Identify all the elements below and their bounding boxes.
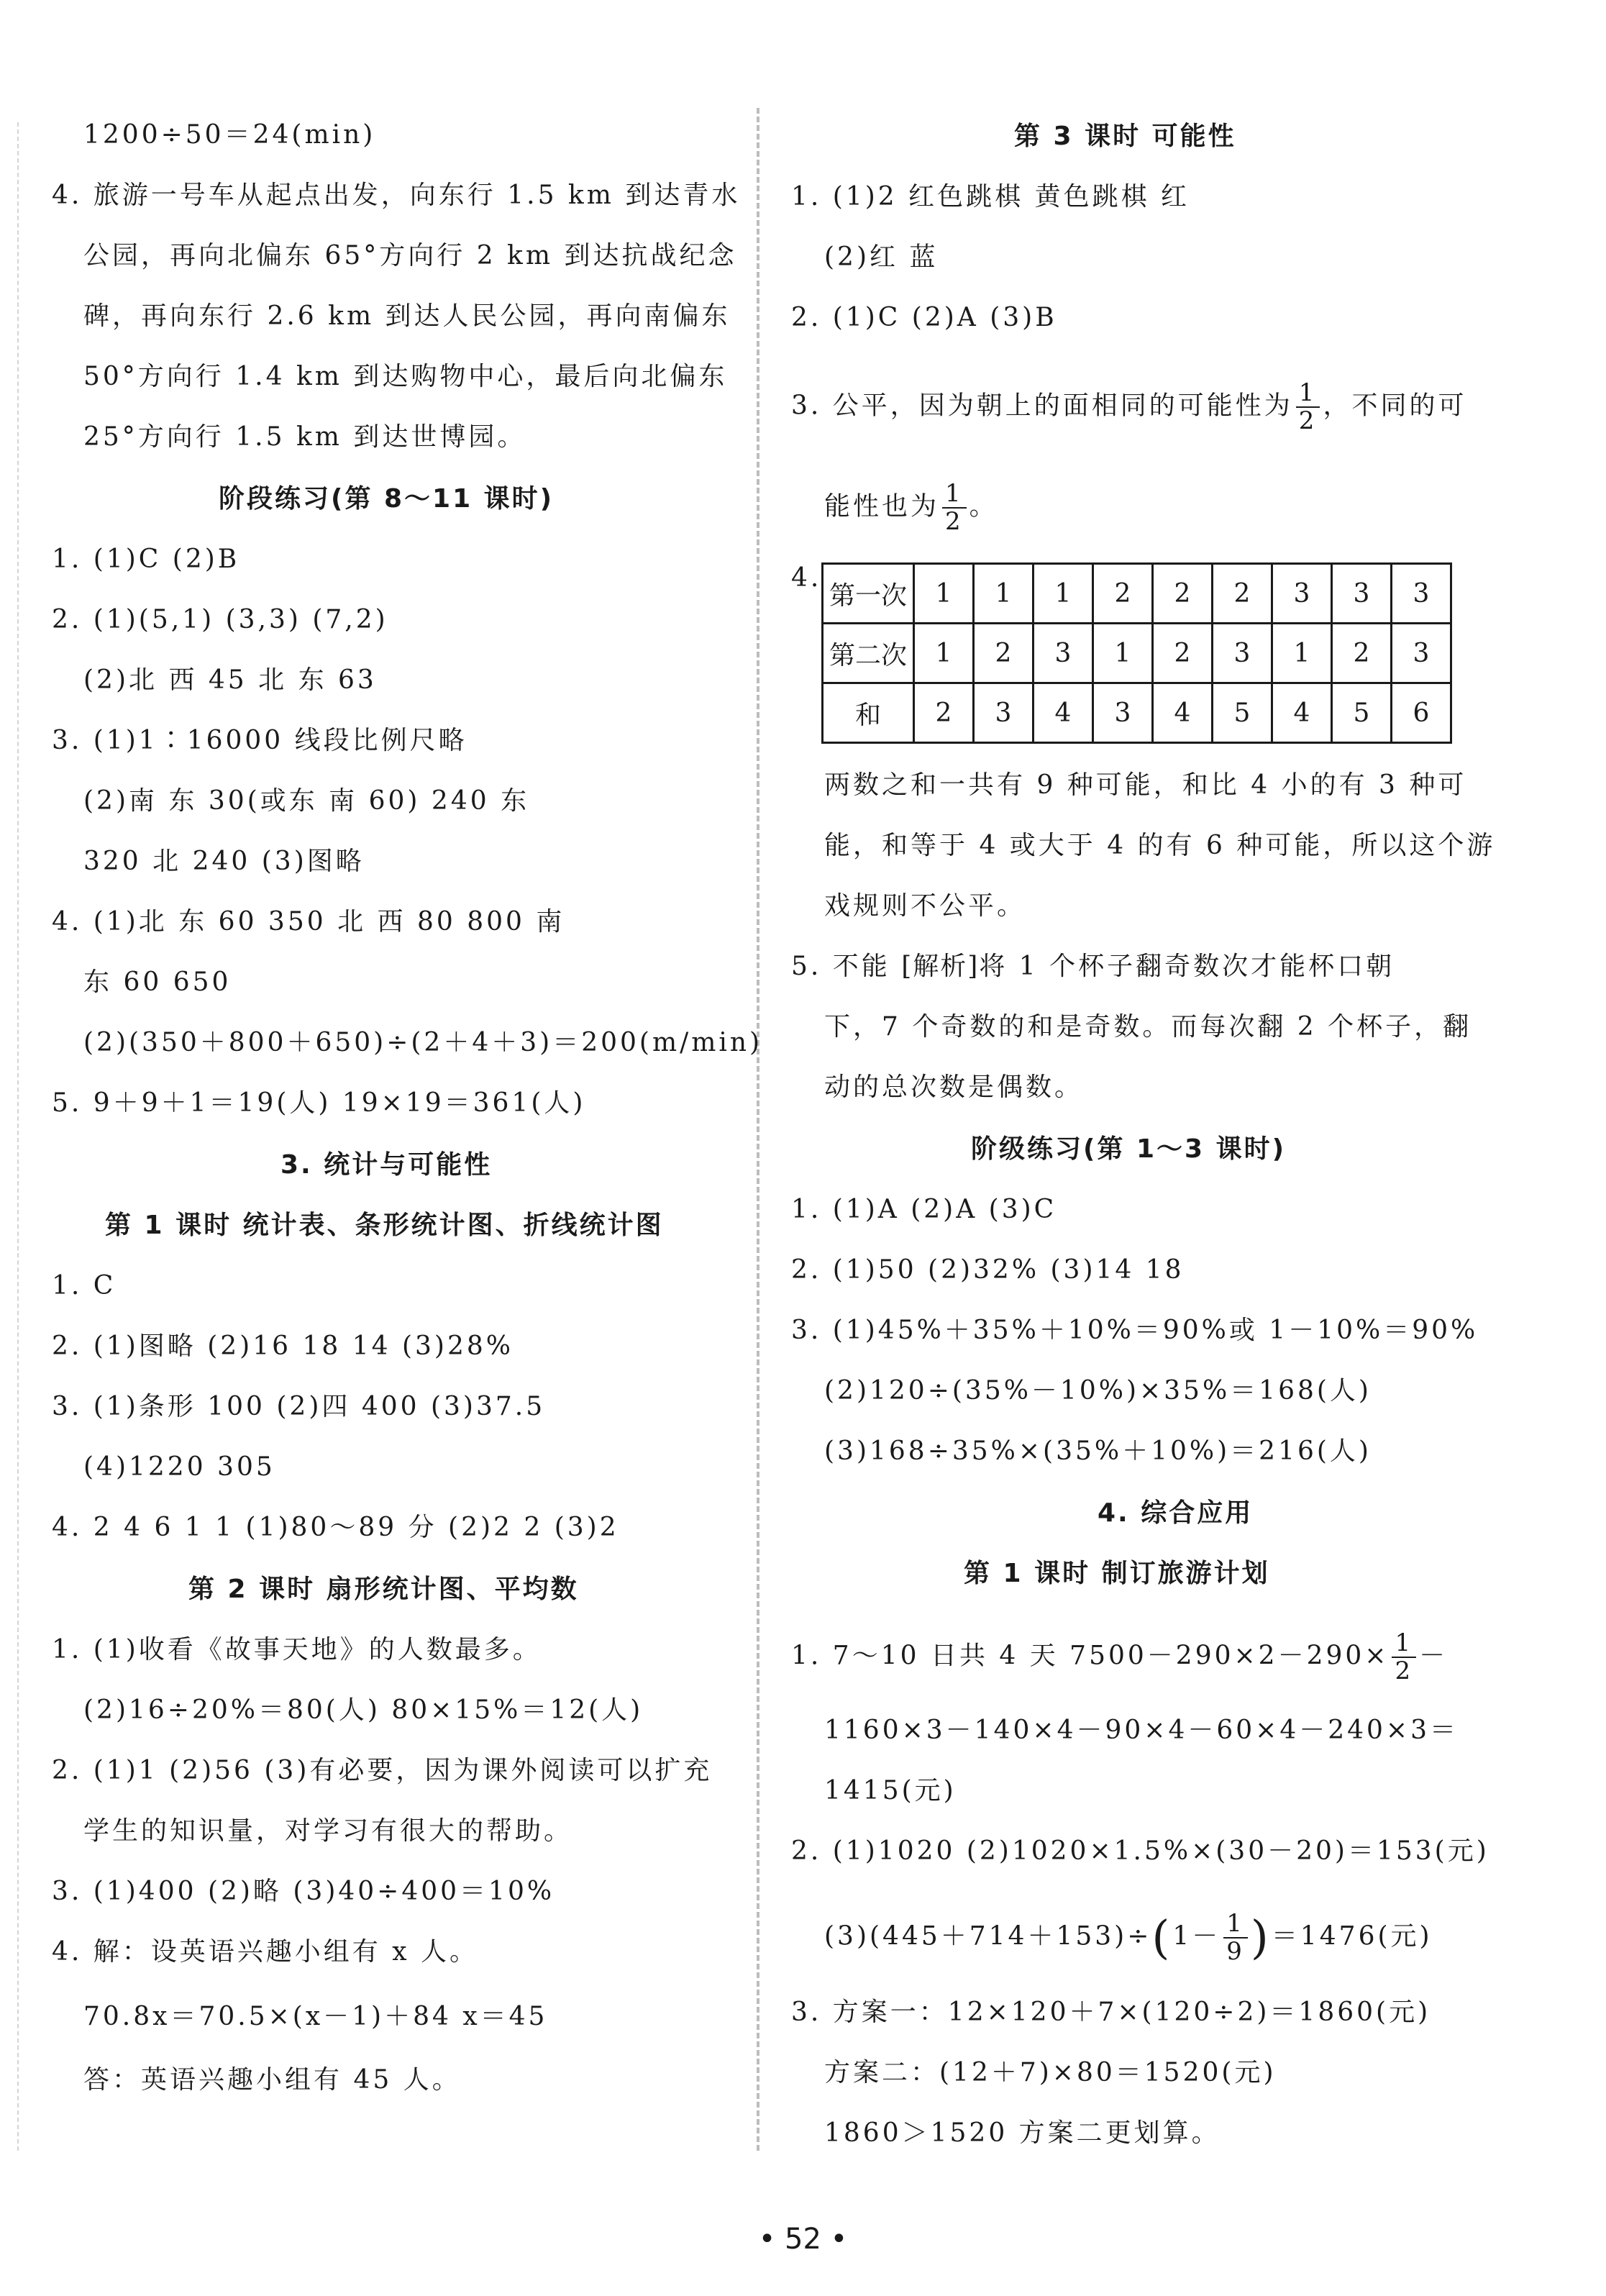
stage-answer-1: 1. (1)C (2)B <box>52 545 240 574</box>
page-number: • 52 • <box>758 2223 848 2256</box>
table-cell: 3 <box>1332 564 1392 624</box>
stage-answer-3a: 3. (1)1∶16000 线段比例尺略 <box>52 726 467 755</box>
lesson3-title: 第 3 课时 可能性 <box>1014 122 1236 151</box>
table-cell: 1 <box>914 624 974 683</box>
lesson4-answer-2b: (3)(445＋714＋153)÷(1－ $\frac{1}{9}$ )＝1476(元) <box>824 1909 1433 1967</box>
table-cell: 2 <box>1093 564 1153 624</box>
stage-answer-3c: 320 北 240 (3)图略 <box>83 847 365 876</box>
fraction-one-half: $\frac{1}{2}$ <box>1296 380 1320 435</box>
stage-answer-3b: (2)南 东 30(或东 南 60) 240 东 <box>83 786 530 816</box>
stage-answer-2a: 2. (1)(5,1) (3,3) (7,2) <box>52 605 388 634</box>
table-cell: 1 <box>1093 624 1153 683</box>
table-row <box>823 564 1451 624</box>
lesson1-answer-3b: (4)1220 305 <box>83 1452 275 1482</box>
stage-answer-4a: 4. (1)北 东 60 350 北 西 80 800 南 <box>52 907 565 937</box>
lesson2-answer-4c: 答：英语兴趣小组有 45 人。 <box>83 2065 461 2095</box>
stage-answer-4b: 东 60 650 <box>83 967 232 997</box>
lesson1-answer-1: 1. C <box>52 1271 117 1300</box>
table-cell: 4 <box>1272 683 1332 743</box>
fraction-one-ninth: $\frac{1}{9}$ <box>1223 1910 1248 1966</box>
table-cell: 2 <box>1153 564 1213 624</box>
row-header: 和 <box>823 683 914 743</box>
table-row <box>823 624 1451 683</box>
q4-line-4: 50°方向行 1.4 km 到达购物中心，最后向北偏东 <box>83 362 728 391</box>
table-cell: 1 <box>1272 624 1332 683</box>
lesson3-answer-5a: 5. 不能 [解析]将 1 个杯子翻奇数次才能杯口朝 <box>791 952 1395 981</box>
lesson4-answer-3b: 方案二：(12＋7)×80＝1520(元) <box>824 2058 1277 2087</box>
table-cell: 5 <box>1332 683 1392 743</box>
table-cell: 3 <box>1034 624 1093 683</box>
fraction-one-half-2: $\frac{1}{2}$ <box>942 480 967 536</box>
left-line-1: 1200÷50＝24(min) <box>83 120 376 150</box>
lesson2-answer-2b: 学生的知识量，对学习有很大的帮助。 <box>83 1816 573 1846</box>
table-row <box>823 683 1451 743</box>
lesson2-answer-4a: 4. 解：设英语兴趣小组有 x 人。 <box>52 1937 478 1967</box>
stage-practice-title: 阶段练习(第 8～11 课时) <box>219 484 555 514</box>
lesson2-answer-1b: (2)16÷20%＝80(人) 80×15%＝12(人) <box>83 1695 644 1725</box>
q4-line-5: 25°方向行 1.5 km 到达世博园。 <box>83 422 526 452</box>
lesson3-answer-4a: 两数之和一共有 9 种可能，和比 4 小的有 3 种可 <box>824 770 1467 800</box>
unit4-title: 4. 综合应用 <box>1098 1498 1254 1528</box>
lesson3-answer-1b: (2)红 蓝 <box>824 242 939 272</box>
lesson3-answer-5c: 动的总次数是偶数。 <box>824 1072 1084 1102</box>
lesson3-answer-5b: 下，7 个奇数的和是奇数。而每次翻 2 个杯子，翻 <box>824 1012 1472 1042</box>
table-cell: 1 <box>974 564 1034 624</box>
lesson3-answer-4b: 能，和等于 4 或大于 4 的有 6 种可能，所以这个游 <box>824 831 1496 860</box>
table-cell: 3 <box>1272 564 1332 624</box>
stage2-answer-3c: (3)168÷35%×(35%＋10%)＝216(人) <box>824 1436 1372 1466</box>
table-cell: 4 <box>1034 683 1093 743</box>
lesson2-answer-1a: 1. (1)收看《故事天地》的人数最多。 <box>52 1635 542 1664</box>
lesson3-answer-3a: 3. 公平，因为朝上的面相同的可能性为 $\frac{1}{2}$ ，不同的可 <box>791 378 1467 436</box>
table-cell: 3 <box>974 683 1034 743</box>
dice-sum-table <box>821 562 1452 744</box>
stage2-answer-3b: (2)120÷(35%－10%)×35%＝168(人) <box>824 1376 1372 1406</box>
lesson4-answer-3c: 1860＞1520 方案二更划算。 <box>824 2118 1221 2148</box>
row-header: 第一次 <box>823 564 914 624</box>
table-cell: 6 <box>1392 683 1451 743</box>
lesson1-answer-3a: 3. (1)条形 100 (2)四 400 (3)37.5 <box>52 1392 546 1421</box>
stage-answer-2b: (2)北 西 45 北 东 63 <box>83 665 377 695</box>
fraction-one-half-3: $\frac{1}{2}$ <box>1392 1630 1416 1685</box>
stage2-answer-1: 1. (1)A (2)A (3)C <box>791 1195 1057 1224</box>
q4-line-2: 公园，再向北偏东 65°方向行 2 km 到达抗战纪念 <box>83 241 737 270</box>
column-divider <box>757 108 759 2151</box>
table-cell: 1 <box>1034 564 1093 624</box>
lesson4-answer-3a: 3. 方案一：12×120＋7×(120÷2)＝1860(元) <box>791 1997 1431 2027</box>
q4-line-1: 4. 旅游一号车从起点出发，向东行 1.5 km 到达青水 <box>52 181 741 210</box>
lesson2-answer-4b: 70.8x＝70.5×(x－1)＋84 x＝45 <box>83 2002 548 2031</box>
table-cell: 1 <box>914 564 974 624</box>
lesson4-answer-1a: 1. 7～10 日共 4 天 7500－290×2－290× $\frac{1}{2}$ － <box>791 1628 1448 1686</box>
table-cell: 3 <box>1392 564 1451 624</box>
lesson3-answer-2: 2. (1)C (2)A (3)B <box>791 303 1057 332</box>
lesson3-answer-1a: 1. (1)2 红色跳棋 黄色跳棋 红 <box>791 182 1190 211</box>
lesson4-title: 第 1 课时 制订旅游计划 <box>964 1559 1270 1588</box>
table-cell: 2 <box>1153 624 1213 683</box>
stage2-answer-2: 2. (1)50 (2)32% (3)14 18 <box>791 1255 1185 1285</box>
left-margin-rule <box>17 122 19 2151</box>
lesson1-answer-2: 2. (1)图略 (2)16 18 14 (3)28% <box>52 1331 514 1361</box>
stage2-answer-3a: 3. (1)45%＋35%＋10%＝90%或 1－10%＝90% <box>791 1316 1479 1345</box>
lesson1-title: 第 1 课时 统计表、条形统计图、折线统计图 <box>105 1211 664 1240</box>
lesson4-answer-1b: 1160×3－140×4－90×4－60×4－240×3＝ <box>824 1716 1459 1745</box>
table-cell: 3 <box>1392 624 1451 683</box>
row-header: 第二次 <box>823 624 914 683</box>
q4-line-3: 碑，再向东行 2.6 km 到达人民公园，再向南偏东 <box>83 301 731 331</box>
stage-answer-4c: (2)(350＋800＋650)÷(2＋4＋3)＝200(m/min) <box>83 1028 763 1057</box>
lesson2-title: 第 2 课时 扇形统计图、平均数 <box>188 1575 579 1604</box>
analysis-tag: [解析] <box>901 952 980 981</box>
lesson3-answer-4-label: 4. <box>791 563 822 593</box>
lesson3-answer-3b: 能性也为 $\frac{1}{2}$ 。 <box>824 479 998 537</box>
stage-answer-5: 5. 9＋9＋1＝19(人) 19×19＝361(人) <box>52 1088 586 1118</box>
lesson4-answer-2a: 2. (1)1020 (2)1020×1.5%×(30－20)＝153(元) <box>791 1836 1489 1866</box>
lesson4-answer-1c: 1415(元) <box>824 1776 957 1805</box>
table-cell: 5 <box>1213 683 1272 743</box>
table-cell: 2 <box>1332 624 1392 683</box>
unit3-title: 3. 统计与可能性 <box>280 1150 493 1180</box>
table-cell: 4 <box>1153 683 1213 743</box>
table-cell: 3 <box>1093 683 1153 743</box>
lesson1-answer-4: 4. 2 4 6 1 1 (1)80～89 分 (2)2 2 (3)2 <box>52 1513 619 1542</box>
table-cell: 2 <box>974 624 1034 683</box>
table-cell: 2 <box>1213 564 1272 624</box>
lesson2-answer-3: 3. (1)400 (2)略 (3)40÷400＝10% <box>52 1877 555 1906</box>
table-cell: 3 <box>1213 624 1272 683</box>
lesson3-answer-4c: 戏规则不公平。 <box>824 891 1026 921</box>
lesson2-answer-2a: 2. (1)1 (2)56 (3)有必要，因为课外阅读可以扩充 <box>52 1756 713 1785</box>
table-cell: 2 <box>914 683 974 743</box>
stage2-practice-title: 阶级练习(第 1～3 课时) <box>971 1134 1287 1164</box>
